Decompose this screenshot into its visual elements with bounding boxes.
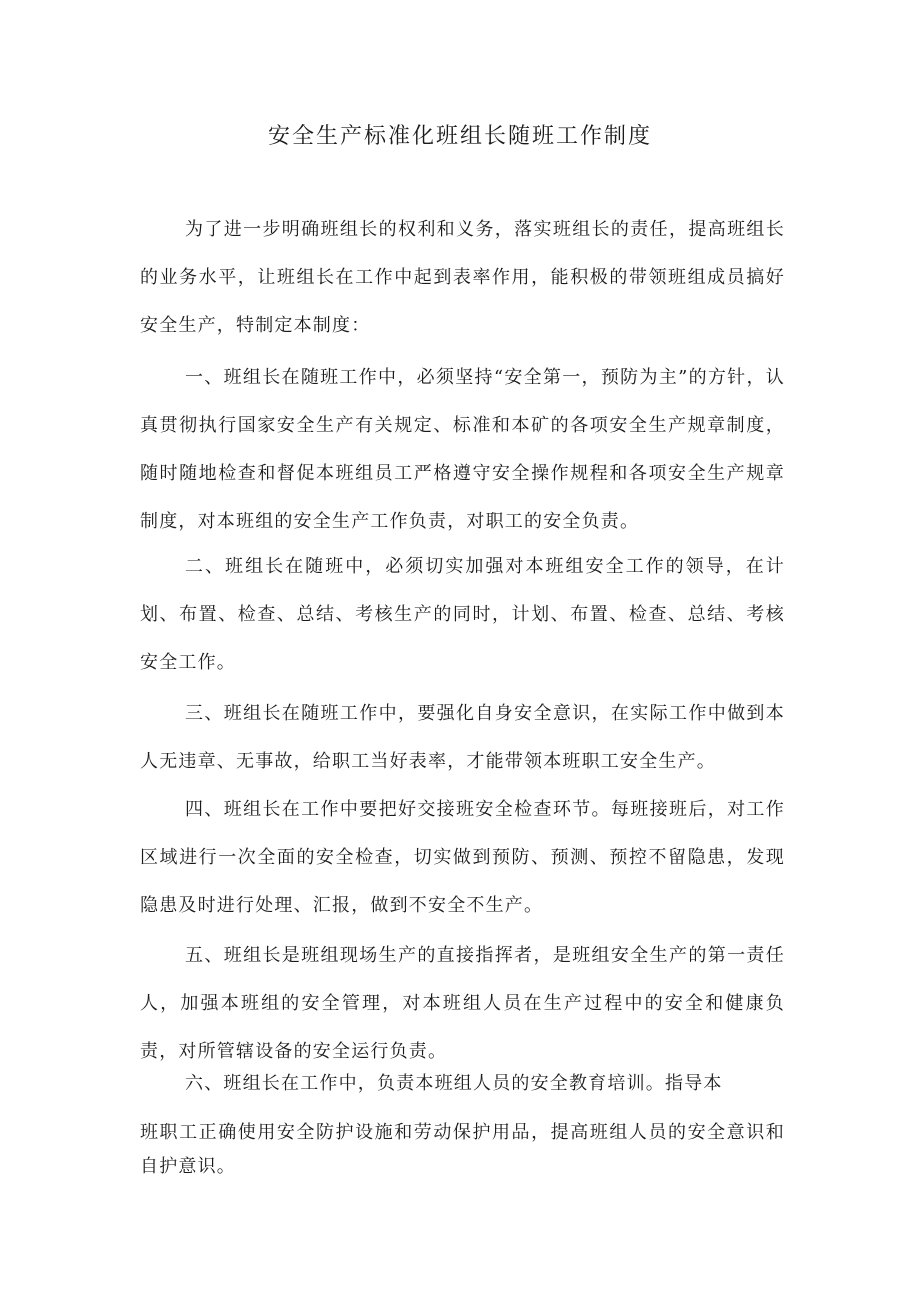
paragraph-item-3: 三、班组长在随班工作中，要强化自身安全意识，在实际工作中做到本人无违章、无事故，给职工当好表率，才能带领本班职工安全生产。: [140, 703, 785, 772]
paragraph-item-6-first-line: 六、班组长在工作中，负责本班组人员的安全教育培训。指导本: [185, 1073, 723, 1094]
paragraph-item-5: 五、班组长是班组现场生产的直接指挥者，是班组安全生产的第一责任人，加强本班组的安全管理，对本班组人员在生产过程中的安全和健康负责，对所管辖设备的安全运行负责。: [140, 945, 785, 1062]
paragraph-intro: 为了进一步明确班组长的权利和义务，落实班组长的责任，提高班组长的业务水平，让班组长在工作中起到表率作用，能积极的带领班组成员搞好安全生产，特制定本制度：: [140, 219, 785, 336]
paragraph-item-1: 一、班组长在随班工作中，必须坚持“安全第一，预防为主”的方针，认真贯彻执行国家安全生产有关规定、标准和本矿的各项安全生产规章制度，随时随地检查和督促本班组员工严格遵守安全操作规程和各项安全生产规章制度，对本班组的安全生产工作负责，对职工的安全负责。: [140, 367, 785, 532]
paragraph-item-6-continuation: 班职工正确使用安全防护设施和劳动保护用品，提高班组人员的安全意识和自护意识。: [140, 1122, 785, 1177]
paragraph-item-2: 二、班组长在随班中，必须切实加强对本班组安全工作的领导，在计划、布置、检查、总结、考核生产的同时，计划、布置、检查、总结、考核安全工作。: [140, 556, 785, 673]
document-title: 安全生产标准化班组长随班工作制度: [267, 124, 652, 149]
paragraph-item-4: 四、班组长在工作中要把好交接班安全检查环节。每班接班后，对工作区域进行一次全面的安全检查，切实做到预防、预测、预控不留隐患，发现隐患及时进行处理、汇报，做到不安全不生产。: [140, 799, 785, 916]
